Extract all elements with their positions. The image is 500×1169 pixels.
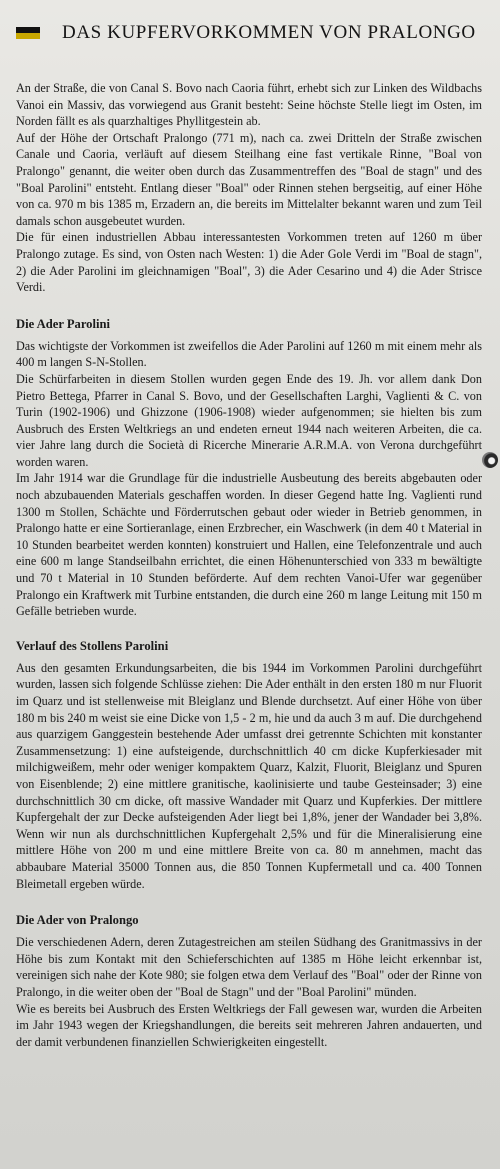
section-ader-pralongo: [16, 934, 488, 1050]
page-title: DAS KUPFERVORKOMMEN VON PRALONGO: [62, 22, 476, 43]
section3-paragraph-2: Wie es bereits bei Ausbruch des Ersten Weltkriegs der Fall gewesen war, wurden die Arbeiten im Jahr 1943 wegen der Kriegshandlungen, die bereits seit mehreren Jahren andauerten, und der damit verbundenen finanziellen Schwierigkeiten eingestellt.: [16, 1001, 482, 1049]
intro-paragraph-1: An der Straße, die von Canal S. Bovo nach Caoria führt, erhebt sich zur Linken des Wildbachs Vanoi ein Massiv, das vorwiegend aus Granit besteht: Seine höchste Stelle liegt im Osten, im Norden fällt es als quarzhaltiges Phyllitgestein ab.: [16, 81, 482, 129]
section1-paragraph-2: Die Schürfarbeiten in diesem Stollen wurden gegen Ende des 19. Jh. vor allem dank Don Pietro Bettega, Pfarrer in Canal S. Bovo, und der Gesellschaften Larghi, Vaglienti & C. von Turin (1902-1906) und Ghizzone (1906-1908) wieder aufgenommen; sie hielten bis zum Ausbruch des Ersten Weltkriegs an und endeten erneut 1944 nach weiteren Arbeiten, die ca. vier Jahre lang durch die Società di Ricerche Minerarie A.R.M.A. von Verona durchgeführt worden waren.: [16, 371, 482, 469]
section-heading-verlauf-stollen: Verlauf des Stollens Parolini: [16, 638, 169, 653]
intro: [16, 80, 488, 296]
intro-paragraph-2: Auf der Höhe der Ortschaft Pralongo (771 m), nach ca. zwei Dritteln der Straße zwischen Canale und Caoria, verläuft auf diesem Steilhang eine fast vertikale Rinne, "Boal von Pralongo" genannt, die weiter oben durch das Zusammentreffen des "Boal de stagn" und des "Boal Parolini" entsteht. Entlang dieser "Boal" oder Rinnen stehen bergseitig, auf einer Höhe von ca. 970 m bis 1385 m, Erzadern an, die bereits im Mittelalter bekannt waren und zum Teil damals schon ausgebeutet wurden.: [16, 130, 482, 228]
screw-icon: [482, 452, 498, 468]
section-heading-ader-pralongo: Die Ader von Pralongo: [16, 913, 139, 928]
section-heading-ader-parolini: Die Ader Parolini: [16, 316, 110, 331]
flag-icon: [16, 27, 40, 39]
header: [16, 18, 488, 48]
section1-paragraph-1: Das wichtigste der Vorkommen ist zweifellos die Ader Parolini auf 1260 m mit einem mehr als 400 m langen S-N-Stollen.: [16, 338, 482, 370]
section2-paragraph-1: Aus den gesamten Erkundungsarbeiten, die bis 1944 im Vorkommen Parolini durchgeführt wurden, lassen sich folgende Schlüsse ziehen: Die Ader enthält in den ersten 180 m nur Fluorit im Quarz und ist stellenweise mit Bleiglanz und Blende durchsetzt. Auf einer Höhe von über 180 m bis 240 m weist sie eine Dicke von 1,5 - 2 m, hie und da auch 3 m auf. Die durchgehend aus quarzigem Ganggestein bestehende Ader umfasst drei getrennte Schichten mit konstanter Zusammensetzung: 1) eine aufsteigende, durchschnittlich 40 cm dicke Kupferkiesader mit milchigweißem, mehr oder weniger kompaktem Quarz, Kalzit, Fluorit, Bleiglanz und Spuren von Eisenblende; 2) eine mittlere granitische, kaolinisierte und taube Gesteinsader; 3) eine durchschnittlich 30 cm dicke, oft massive Wandader mit Quarz und Kupferkies. Der mittlere Kupfergehalt der zur Decke aufsteigenden Ader liegt bei 1,8%, jener der Wandader bei 3,8%. Wenn wir nun als durchschnittlichen Kupfergehalt 2,5% und für die Mineralisierung eine mittlere Höhe von 200 m und eine mittlere Breite von ca. 80 m annehmen, macht das abbaubare Material 35000 Tonnen aus, die 850 Tonnen Kupfermetall und ca. 400 Tonnen Bleimetall ergeben würde.: [16, 660, 482, 891]
intro-paragraph-3: Die für einen industriellen Abbau interessantesten Vorkommen treten auf 1260 m über Pralongo zutage. Es sind, von Osten nach Westen: 1) die Ader Gole Verdi im "Boal de stagn", 2) die Ader Parolini im gleichnamigen "Boal", 3) die Ader Cesarino und 4) die Ader Strisce Verdi.: [16, 230, 482, 295]
section-ader-parolini: [16, 338, 488, 620]
section3-paragraph-1: Die verschiedenen Adern, deren Zutagestreichen am steilen Südhang des Granitmassivs in der Höhe bis zum Kontakt mit den Schieferschichten auf 1385 m Höhe leicht erkennbar ist, vereinigen sich nahe der Kote 980; sie folgen etwa dem Verlauf des "Boal" oder der Rinne von Pralongo, in die weiter oben der "Boal de Stagn" und der "Boal Parolini" münden.: [16, 935, 482, 999]
section-verlauf-stollen: [16, 660, 488, 892]
section1-paragraph-3: Im Jahr 1914 war die Grundlage für die industrielle Ausbeutung des bereits abgebauten oder noch abzubauenden Materials geschaffen worden. In dieser Gegend hatte Ing. Vaglienti rund 1300 m Stollen, Schächte und Förderrutschen gebaut oder wieder in Betrieb genommen, in Pralongo hatte er eine Sortieranlage, einen Erzbrecher, ein Waschwerk (in dem 40 t Material in 10 Stunden bearbeitet werden konnten) konstruiert und Hallen, eine Telefonzentrale und auch eine 600 m lange Standseilbahn errichtet, die einen Höhenunterschied von 333 m bewältigte und 70 t Material in 10 Stunden beförderte. Auf dem rechten Vanoi-Ufer war gegenüber Pralongo ein Kraftwerk mit Turbine entstanden, die durch eine 260 m lange Leitung mit 150 m Gefälle betrieben wurde.: [16, 471, 482, 619]
flag-stripe-bottom: [16, 33, 40, 39]
